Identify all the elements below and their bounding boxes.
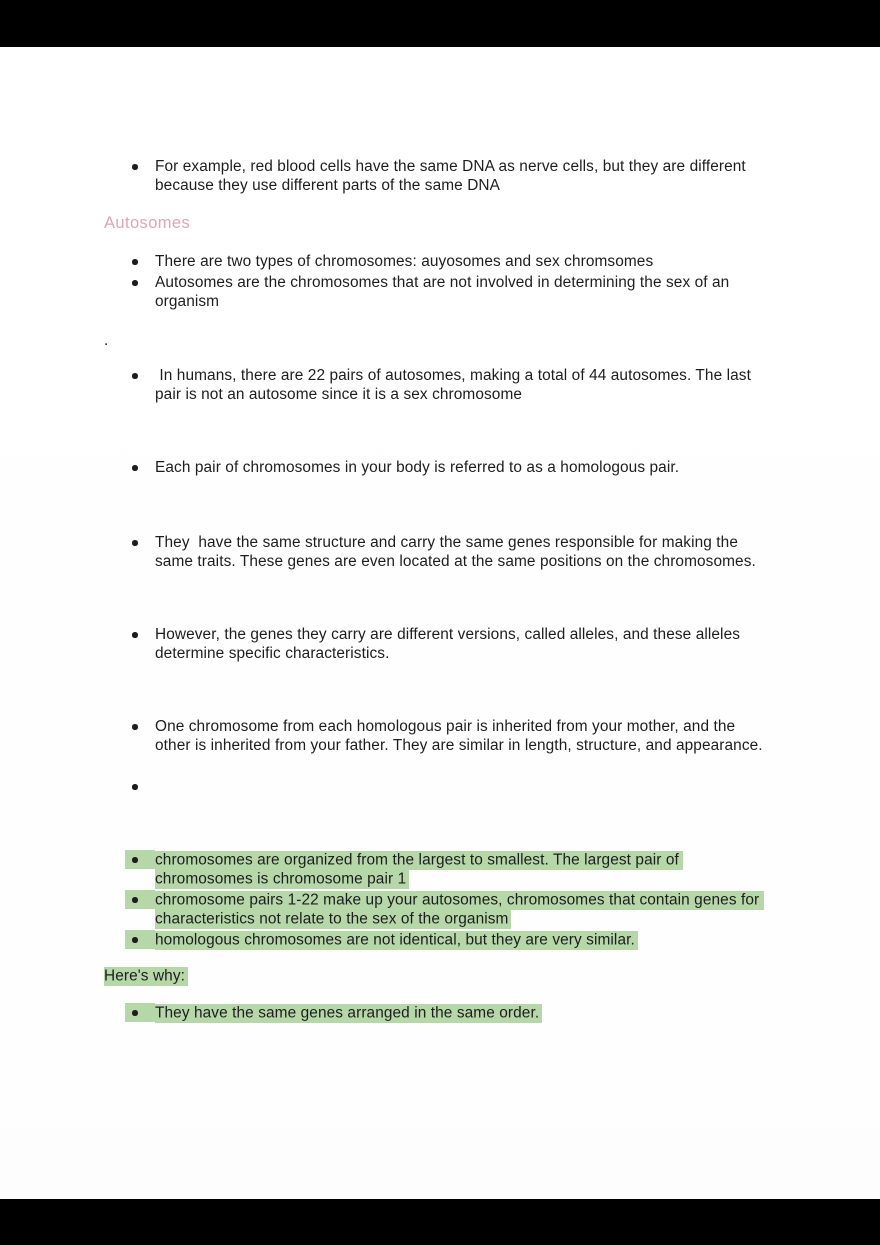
paragraph-heres-why [104,966,768,985]
bullet-text: There are two types of chromosomes: auyosomes and sex chromsomes [155,253,654,270]
bullet-item [104,157,768,195]
bullet-icon [125,1003,155,1022]
bullet-text-highlighted: chromosomes are organized from the largest to smallest. The largest pair of chromosomes is chromosome pair 1 [155,851,684,887]
bullet-icon [125,625,155,644]
paragraph-text-highlighted: Here's why: [104,967,188,986]
bullet-item-highlighted [104,850,768,888]
bullet-icon [125,717,155,736]
document-page[interactable] [0,47,880,1199]
bullet-text: For example, red blood cells have the same DNA as nerve cells, but they are different because they use different parts of the same DNA [155,158,751,194]
bullet-icon [125,458,155,477]
top-black-bar [0,0,880,47]
bullet-item [104,625,768,663]
bullet-item [104,252,768,271]
bullet-text-highlighted: homologous chromosomes are not identical, but they are very similar. [155,931,638,950]
bullet-text: However, the genes they carry are different versions, called alleles, and these alleles determine specific characteristics. [155,626,745,662]
paragraph-text: . [104,332,109,349]
bullet-item-highlighted [104,930,768,949]
bullet-icon [125,252,155,271]
bullet-icon [125,777,155,796]
bullet-text: Each pair of chromosomes in your body is referred to as a homologous pair. [155,459,680,476]
bullet-icon [125,533,155,552]
bullet-icon [125,366,155,385]
bullet-text: They have the same structure and carry the same genes responsible for making the same traits. These genes are even located at the same positions on the chromosomes. [155,534,756,570]
bullet-text-highlighted: They have the same genes arranged in the same order. [155,1004,542,1023]
bullet-text: One chromosome from each homologous pair is inherited from your mother, and the other is inherited from your father. They are similar in length, structure, and appearance. [155,718,763,754]
bullet-item [104,366,768,404]
section-heading-autosomes: Autosomes [104,214,191,232]
bullet-item [104,717,768,755]
bullet-text-highlighted: chromosome pairs 1-22 make up your autosomes, chromosomes that contain genes for characteristics not relate to the sex of the organism [155,891,764,927]
bullet-item [104,458,768,477]
bullet-icon [125,273,155,292]
paragraph [104,331,768,350]
bullet-text: Autosomes are the chromosomes that are not involved in determining the sex of an organism [155,274,734,310]
bullet-icon [125,850,155,869]
bullet-item-highlighted [104,890,768,928]
bullet-item-empty [104,777,768,796]
document-content-area[interactable] [0,47,880,1022]
bottom-black-bar [0,1199,880,1245]
bullet-icon [125,157,155,176]
bullet-item-highlighted [104,1003,768,1022]
bullet-text: In humans, there are 22 pairs of autosomes, making a total of 44 autosomes. The last pair is not an autosome since it is a sex chromosome [155,367,756,403]
bullet-icon [125,930,155,949]
bullet-icon [125,890,155,909]
bullet-item [104,533,768,571]
bullet-item [104,273,768,311]
